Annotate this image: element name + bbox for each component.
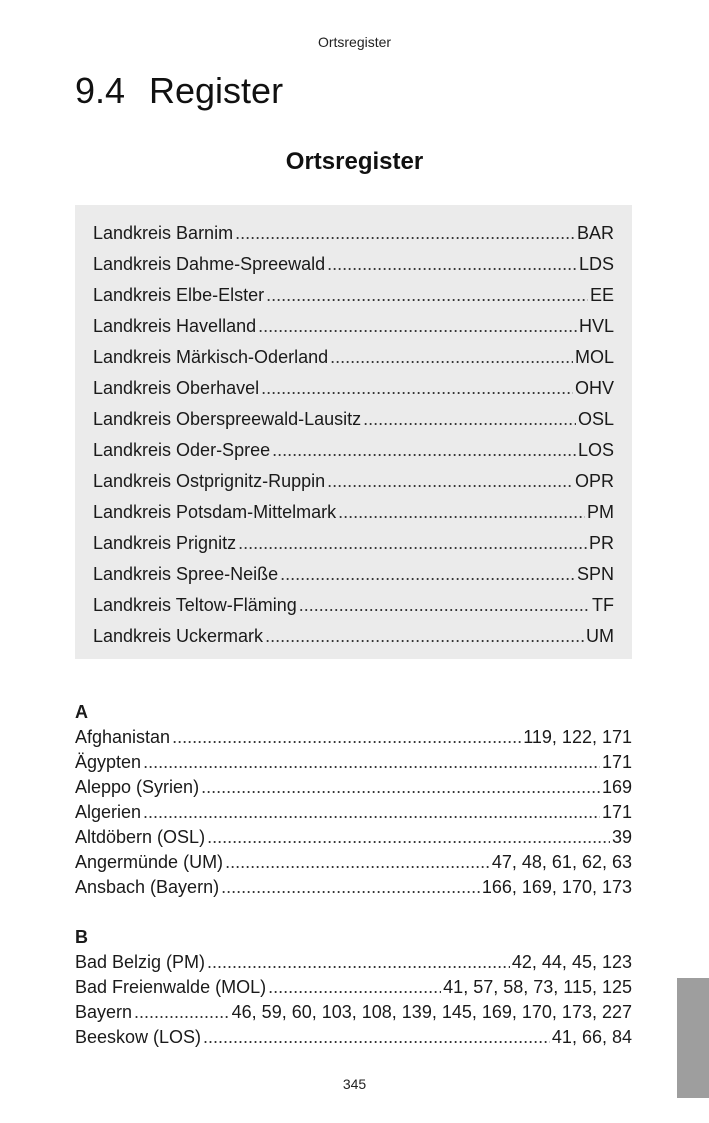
- index-entry-pages: 171: [601, 802, 632, 822]
- page-number: 345: [342, 1076, 367, 1092]
- index-entry: [75, 1025, 632, 1050]
- index-entry-name: Afghanistan: [75, 727, 171, 747]
- district-name: Landkreis Elbe-Elster: [93, 285, 265, 305]
- district-entry: [93, 435, 614, 466]
- district-code: TF: [592, 595, 614, 615]
- district-name: Landkreis Uckermark: [93, 626, 264, 646]
- district-entry: [93, 342, 614, 373]
- index-section-a: [75, 700, 632, 900]
- district-code: OHV: [574, 378, 614, 398]
- district-code: PM: [587, 502, 614, 522]
- district-code: OSL: [577, 409, 614, 429]
- index-entry: [75, 1000, 632, 1025]
- index-entry: [75, 750, 632, 775]
- index-entry: [75, 825, 632, 850]
- district-name: Landkreis Havelland: [93, 316, 257, 336]
- district-code: LOS: [577, 440, 614, 460]
- district-code-box: [75, 205, 632, 659]
- index-entry: [75, 775, 632, 800]
- index-entry-pages: 46, 59, 60, 103, 108, 139, 145, 169, 170, 173, 227: [231, 1002, 632, 1022]
- district-code: EE: [589, 285, 614, 305]
- district-entry: [93, 559, 614, 590]
- district-entry: [93, 373, 614, 404]
- district-code: MOL: [574, 347, 614, 367]
- district-name: Landkreis Dahme-Spreewald: [93, 254, 326, 274]
- index-letter-heading: B: [75, 927, 88, 947]
- district-entry: [93, 280, 614, 311]
- index-entry-pages: 47, 48, 61, 62, 63: [491, 852, 632, 872]
- index-entry-name: Ägypten: [75, 752, 142, 772]
- district-code: LDS: [578, 254, 614, 274]
- section-number: 9.4: [75, 70, 126, 111]
- district-code: OPR: [574, 471, 614, 491]
- index-section-b: [75, 925, 632, 1050]
- district-name: Landkreis Oberspreewald-Lausitz: [93, 409, 362, 429]
- district-code: PR: [588, 533, 614, 553]
- index-entry-pages: 171: [601, 752, 632, 772]
- district-code: HVL: [578, 316, 614, 336]
- district-entry: [93, 621, 614, 652]
- district-code: SPN: [576, 564, 614, 584]
- section-title: Register: [149, 70, 284, 111]
- district-entry: [93, 218, 614, 249]
- district-entry: [93, 311, 614, 342]
- district-entry: [93, 249, 614, 280]
- register-subtitle: Ortsregister: [285, 148, 424, 175]
- running-header: Ortsregister: [317, 34, 392, 50]
- section-heading: [75, 70, 283, 112]
- index-entry-name: Angermünde (UM): [75, 852, 224, 872]
- district-entry: [93, 404, 614, 435]
- index-entry-name: Bad Freienwalde (MOL): [75, 977, 267, 997]
- index-entry: [75, 875, 632, 900]
- district-name: Landkreis Ostprignitz-Ruppin: [93, 471, 326, 491]
- index-entry: [75, 950, 632, 975]
- index-entry-name: Algerien: [75, 802, 142, 822]
- district-entry: [93, 466, 614, 497]
- index-entry-name: Bad Belzig (PM): [75, 952, 206, 972]
- district-name: Landkreis Spree-Neiße: [93, 564, 279, 584]
- index-entry-pages: 169: [601, 777, 632, 797]
- district-name: Landkreis Prignitz: [93, 533, 237, 553]
- index-entry-pages: 39: [611, 827, 632, 847]
- district-entry: [93, 528, 614, 559]
- district-name: Landkreis Teltow-Fläming: [93, 595, 297, 615]
- district-name: Landkreis Barnim: [93, 223, 234, 243]
- index-entry-name: Altdöbern (OSL): [75, 827, 206, 847]
- index-entry-name: Beeskow (LOS): [75, 1027, 202, 1047]
- district-code: BAR: [576, 223, 614, 243]
- index-entry-pages: 42, 44, 45, 123: [511, 952, 632, 972]
- index-entry-pages: 119, 122, 171: [523, 727, 632, 747]
- index-entry-pages: 41, 57, 58, 73, 115, 125: [443, 977, 632, 997]
- district-entry: [93, 497, 614, 528]
- index-entry: [75, 975, 632, 1000]
- index-entry-pages: 41, 66, 84: [551, 1027, 632, 1047]
- index-letter-heading: A: [75, 702, 88, 722]
- district-name: Landkreis Oder-Spree: [93, 440, 271, 460]
- index-entry: [75, 725, 632, 750]
- index-entry: [75, 800, 632, 825]
- district-name: Landkreis Potsdam-Mittelmark: [93, 502, 337, 522]
- index-entry-pages: 166, 169, 170, 173: [481, 877, 632, 897]
- district-name: Landkreis Märkisch-Oderland: [93, 347, 329, 367]
- district-code: UM: [586, 626, 614, 646]
- index-entry: [75, 850, 632, 875]
- index-entry-name: Aleppo (Syrien): [75, 777, 200, 797]
- index-entry-name: Bayern: [75, 1002, 133, 1022]
- index-entry-name: Ansbach (Bayern): [75, 877, 220, 897]
- district-entry: [93, 590, 614, 621]
- district-name: Landkreis Oberhavel: [93, 378, 260, 398]
